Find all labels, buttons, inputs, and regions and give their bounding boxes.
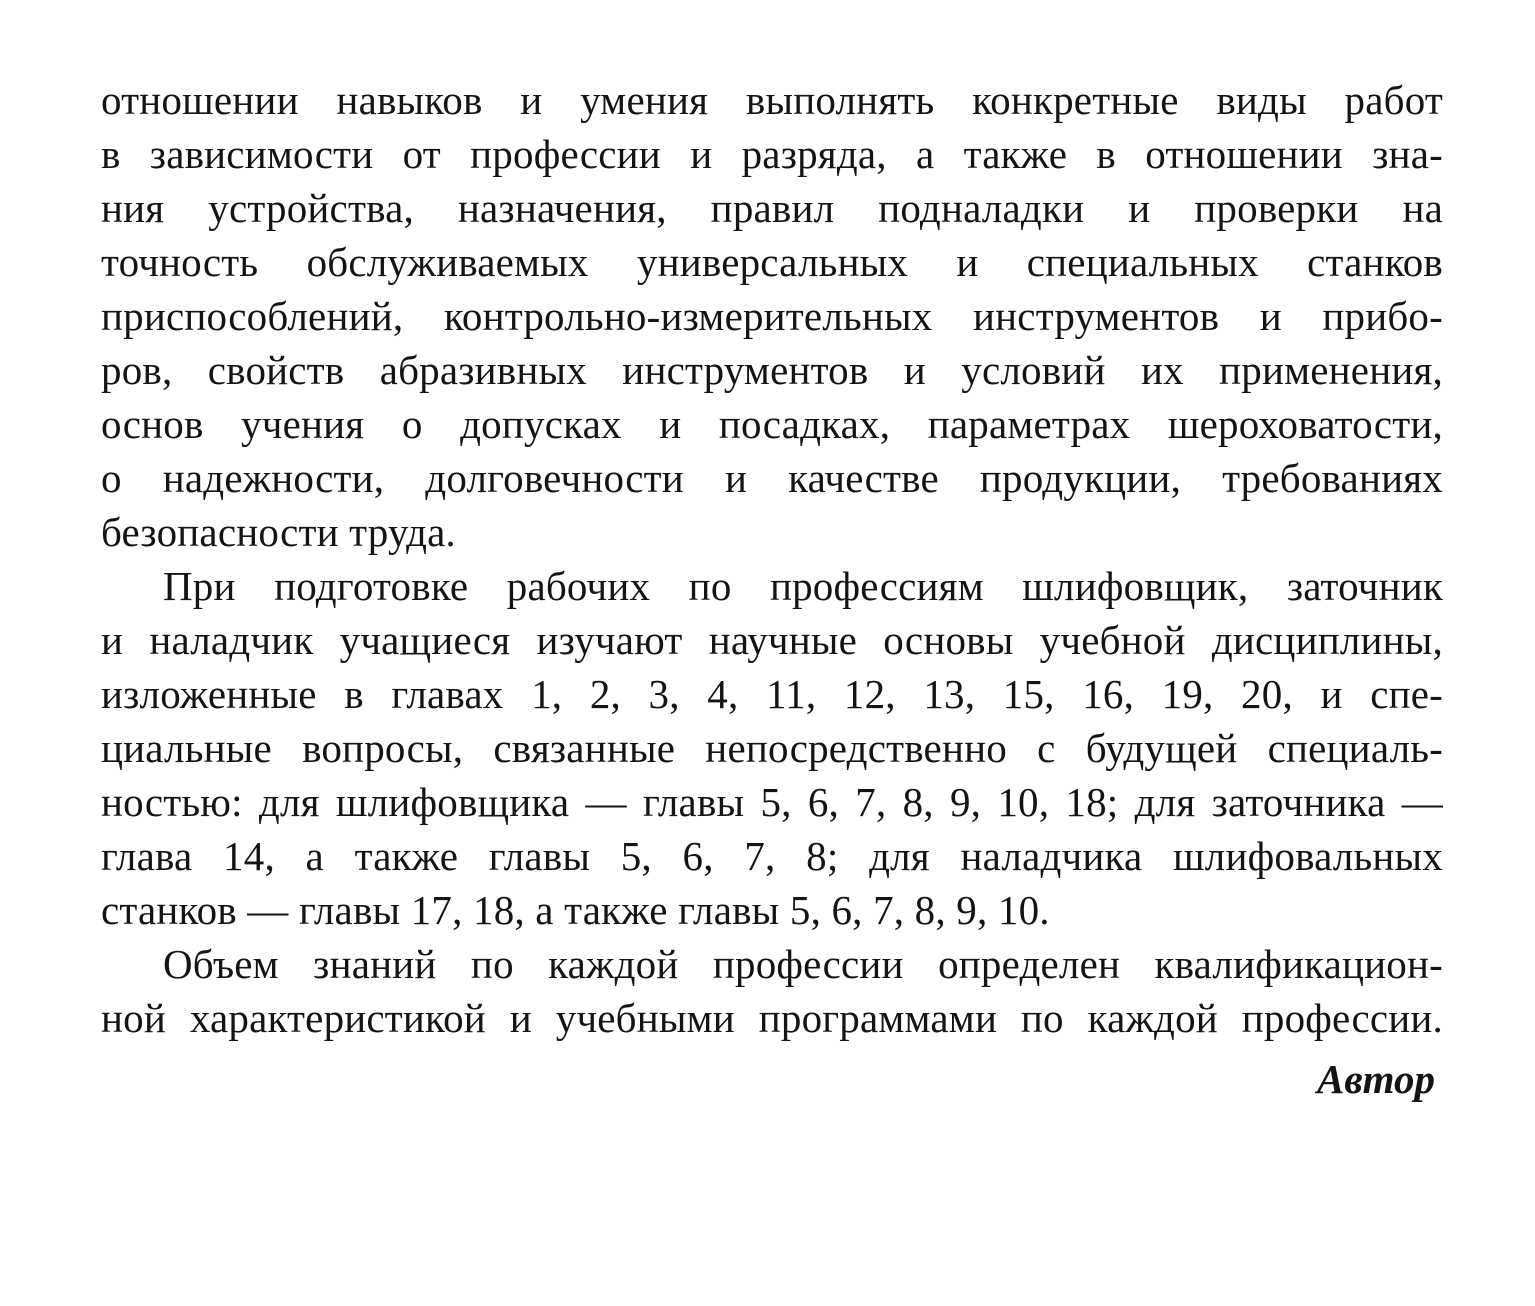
text-line: отношении навыков и умения выполнять конкретные виды работ: [101, 77, 1443, 123]
paragraph-2: [101, 559, 1443, 937]
text-line: безопасности труда.: [101, 509, 456, 555]
text-line: ной характеристикой и учебными программами по каждой профессии.: [101, 995, 1443, 1041]
text-line: в зависимости от профессии и разряда, а также в отношении зна-: [101, 131, 1443, 177]
text-line: Объем знаний по каждой профессии определен квалификацион-: [163, 941, 1443, 987]
text-line: основ учения о допусках и посадках, параметрах шероховатости,: [101, 401, 1443, 447]
text-line: станков — главы 17, 18, а также главы 5, 6, 7, 8, 9, 10.: [101, 887, 1050, 933]
text-line: о надежности, долговечности и качестве продукции, требованиях: [101, 455, 1443, 501]
text-line: циальные вопросы, связанные непосредственно с будущей специаль-: [101, 725, 1443, 771]
paragraph-3: [101, 937, 1443, 1045]
text-line: изложенные в главах 1, 2, 3, 4, 11, 12, 13, 15, 16, 19, 20, и спе-: [101, 671, 1443, 717]
text-line: При подготовке рабочих по профессиям шлифовщик, заточник: [163, 563, 1443, 609]
text-line: ров, свойств абразивных инструментов и условий их применения,: [101, 347, 1443, 393]
author-signature: Автор: [1316, 1056, 1435, 1102]
text-line: и наладчик учащиеся изучают научные основы учебной дисциплины,: [101, 617, 1443, 663]
text-line: ния устройства, назначения, правил подналадки и проверки на: [101, 185, 1443, 231]
text-line: приспособлений, контрольно-измерительных инструментов и прибо-: [101, 293, 1443, 339]
text-line: глава 14, а также главы 5, 6, 7, 8; для наладчика шлифовальных: [101, 833, 1443, 879]
text-line: точность обслуживаемых универсальных и специальных станков: [101, 239, 1443, 285]
text-line: ностью: для шлифовщика — главы 5, 6, 7, 8, 9, 10, 18; для заточника —: [101, 779, 1443, 825]
body-text: [101, 73, 1443, 1045]
paragraph-1: [101, 73, 1443, 559]
